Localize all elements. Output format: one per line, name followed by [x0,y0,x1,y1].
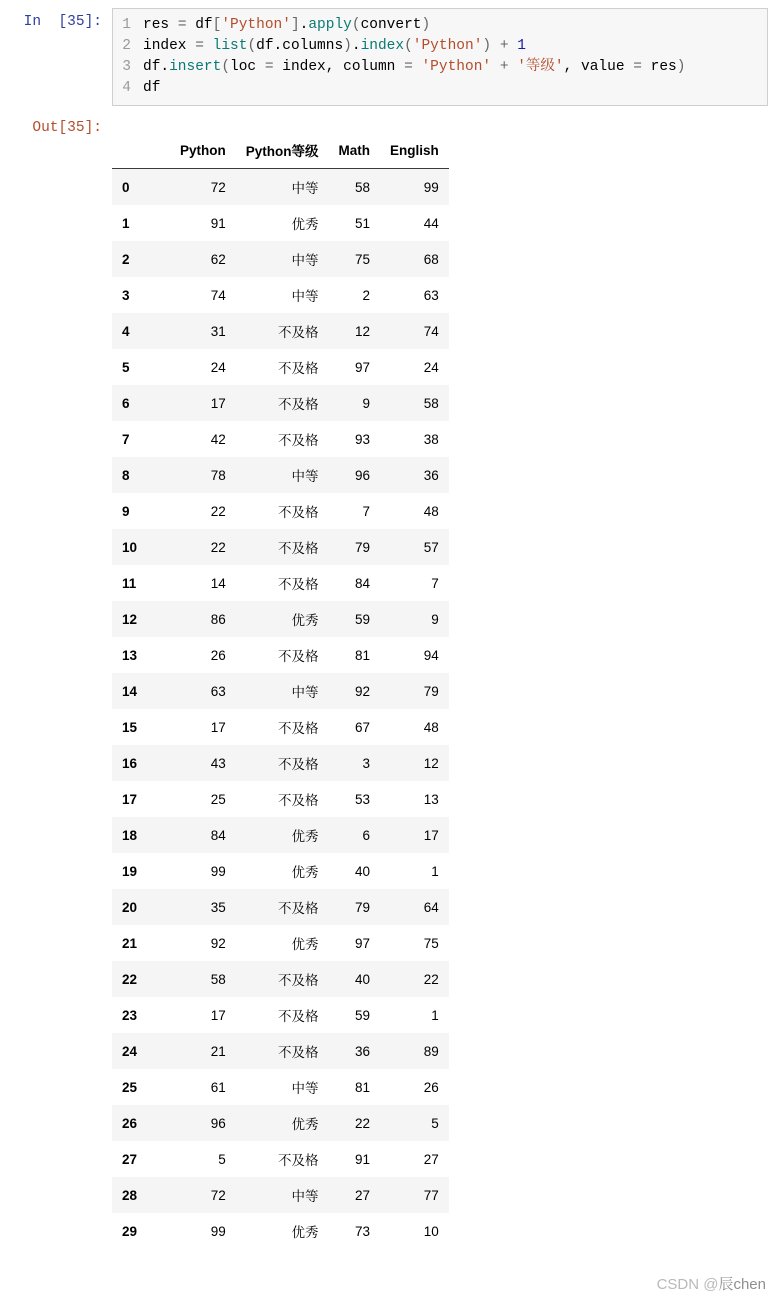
row-index: 14 [122,683,138,699]
column-header: Python [170,134,236,169]
table-cell: 43 [210,755,226,771]
table-cell: 79 [354,899,370,915]
table-cell: 36 [354,1043,370,1059]
line-number: 4 [122,80,131,96]
table-cell: 75 [423,935,439,951]
table-cell: 17 [210,719,226,735]
table-cell: 优秀 [291,1225,319,1240]
table-row [112,313,449,349]
table-cell: 97 [354,935,370,951]
table-cell: 不及格 [278,325,319,340]
table-cell: 13 [423,791,439,807]
table-cell: 59 [354,611,370,627]
column-header: Math [329,134,381,169]
table-row [112,1069,449,1105]
table-cell: 中等 [291,469,319,484]
code-line [113,78,767,99]
table-cell: 21 [210,1043,226,1059]
table-cell: 不及格 [278,433,319,448]
table-cell: 9 [362,395,370,411]
table-cell: 74 [210,287,226,303]
table-cell: 7 [362,503,370,519]
row-index: 12 [122,611,138,627]
table-row [112,1033,449,1069]
table-cell: 81 [354,1079,370,1095]
table-cell: 31 [210,323,226,339]
table-cell: 91 [210,215,226,231]
table-row [112,205,449,241]
notebook-input-cell [0,0,778,106]
table-cell: 44 [423,215,439,231]
row-index: 25 [122,1079,138,1095]
table-cell: 25 [210,791,226,807]
table-cell: 不及格 [278,361,319,376]
table-cell: 不及格 [278,757,319,772]
table-cell: 48 [423,503,439,519]
table-cell: 79 [354,539,370,555]
row-index: 19 [122,863,138,879]
line-number: 3 [122,59,131,75]
table-row [112,349,449,385]
row-index: 11 [122,575,137,591]
table-row [112,493,449,529]
table-row [112,565,449,601]
table-cell: 优秀 [291,829,319,844]
table-cell: 38 [423,431,439,447]
table-cell: 中等 [291,1081,319,1096]
table-cell: 79 [423,683,439,699]
table-cell: 中等 [291,289,319,304]
row-index: 4 [122,323,130,339]
table-cell: 51 [354,215,370,231]
table-row [112,457,449,493]
table-header-row [112,134,449,169]
table-cell: 优秀 [291,865,319,880]
table-row [112,1105,449,1141]
watermark-name: 辰chen [718,1276,766,1293]
row-index: 8 [122,467,130,483]
table-head [112,134,449,169]
table-cell: 中等 [291,685,319,700]
watermark [657,1273,766,1294]
table-cell: 优秀 [291,937,319,952]
table-cell: 14 [210,575,226,591]
table-row [112,709,449,745]
table-cell: 57 [423,539,439,555]
code-line [113,15,767,36]
row-index: 3 [122,287,130,303]
table-cell: 5 [431,1115,439,1131]
table-row [112,169,449,206]
code-text: df.insert(loc = index, column = 'Python' + '等级', value = res) [143,59,686,75]
table-row [112,421,449,457]
table-row [112,241,449,277]
table-cell: 10 [423,1223,439,1239]
table-cell: 73 [354,1223,370,1239]
table-cell: 不及格 [278,505,319,520]
table-cell: 不及格 [278,649,319,664]
code-line [113,36,767,57]
line-number: 1 [122,17,131,33]
table-cell: 84 [210,827,226,843]
table-cell: 中等 [291,181,319,196]
row-index: 0 [122,179,130,195]
table-cell: 40 [354,863,370,879]
table-cell: 92 [354,683,370,699]
table-cell: 不及格 [278,541,319,556]
row-index: 28 [122,1187,138,1203]
table-row [112,277,449,313]
table-cell: 27 [354,1187,370,1203]
table-cell: 7 [431,575,439,591]
table-cell: 93 [354,431,370,447]
table-row [112,673,449,709]
row-index: 23 [122,1007,138,1023]
table-cell: 81 [354,647,370,663]
table-cell: 优秀 [291,1117,319,1132]
table-cell: 62 [210,251,226,267]
table-cell: 48 [423,719,439,735]
table-cell: 99 [423,179,439,195]
row-index: 27 [122,1151,138,1167]
table-row [112,637,449,673]
row-index: 18 [122,827,138,843]
table-cell: 64 [423,899,439,915]
table-cell: 35 [210,899,226,915]
table-cell: 26 [423,1079,439,1095]
table-cell: 99 [210,863,226,879]
table-cell: 92 [210,935,226,951]
table-cell: 22 [210,539,226,555]
table-cell: 96 [354,467,370,483]
table-cell: 96 [210,1115,226,1131]
input-prompt-label: In [35]: [23,14,102,30]
table-cell: 99 [210,1223,226,1239]
column-header: English [380,134,449,169]
table-row [112,781,449,817]
table-row [112,385,449,421]
dataframe-table [112,134,449,1249]
row-index: 1 [122,215,130,231]
column-header-index [112,134,170,169]
row-index: 10 [122,539,138,555]
table-cell: 58 [423,395,439,411]
row-index: 26 [122,1115,138,1131]
row-index: 16 [122,755,138,771]
table-cell: 94 [423,647,439,663]
table-cell: 5 [218,1151,226,1167]
table-cell: 17 [423,827,439,843]
table-row [112,997,449,1033]
table-cell: 74 [423,323,439,339]
row-index: 2 [122,251,130,267]
watermark-prefix: CSDN @ [656,1276,719,1293]
table-cell: 不及格 [278,973,319,988]
notebook-output-cell [0,106,778,1249]
table-body [112,169,449,1250]
table-cell: 17 [210,395,226,411]
table-cell: 97 [354,359,370,375]
table-cell: 75 [354,251,370,267]
table-cell: 12 [423,755,439,771]
line-number: 2 [122,38,131,54]
table-cell: 72 [210,179,226,195]
table-cell: 1 [431,1007,439,1023]
table-row [112,745,449,781]
table-row [112,1177,449,1213]
row-index: 24 [122,1043,138,1059]
table-cell: 40 [354,971,370,987]
table-cell: 不及格 [278,1045,319,1060]
table-cell: 不及格 [278,901,319,916]
table-cell: 24 [210,359,226,375]
code-text: index = list(df.columns).index('Python') + 1 [143,38,526,54]
table-cell: 72 [210,1187,226,1203]
table-row [112,1141,449,1177]
table-row [112,529,449,565]
table-cell: 78 [210,467,226,483]
table-cell: 58 [210,971,226,987]
table-cell: 优秀 [291,613,319,628]
table-cell: 1 [431,863,439,879]
row-index: 13 [122,647,138,663]
row-index: 21 [122,935,138,951]
table-row [112,817,449,853]
table-row [112,853,449,889]
row-index: 9 [122,503,130,519]
table-cell: 9 [431,611,439,627]
code-editor[interactable] [112,8,768,106]
table-cell: 2 [362,287,370,303]
table-cell: 36 [423,467,439,483]
table-cell: 不及格 [278,1153,319,1168]
table-row [112,961,449,997]
table-cell: 不及格 [278,397,319,412]
table-cell: 不及格 [278,793,319,808]
row-index: 6 [122,395,130,411]
table-cell: 67 [354,719,370,735]
table-cell: 22 [210,503,226,519]
row-index: 22 [122,971,138,987]
table-row [112,925,449,961]
table-cell: 6 [362,827,370,843]
row-index: 29 [122,1223,138,1239]
row-index: 7 [122,431,130,447]
table-cell: 优秀 [291,217,319,232]
column-header: Python等级 [236,134,329,169]
table-cell: 53 [354,791,370,807]
table-row [112,1213,449,1249]
table-cell: 22 [423,971,439,987]
row-index: 5 [122,359,130,375]
table-cell: 59 [354,1007,370,1023]
table-cell: 63 [423,287,439,303]
table-cell: 84 [354,575,370,591]
table-row [112,889,449,925]
table-cell: 中等 [291,253,319,268]
table-cell: 中等 [291,1189,319,1204]
table-cell: 12 [354,323,370,339]
table-cell: 63 [210,683,226,699]
table-cell: 61 [210,1079,226,1095]
table-cell: 24 [423,359,439,375]
table-cell: 68 [423,251,439,267]
table-cell: 22 [354,1115,370,1131]
table-cell: 17 [210,1007,226,1023]
table-cell: 42 [210,431,226,447]
table-cell: 不及格 [278,721,319,736]
table-cell: 27 [423,1151,439,1167]
table-cell: 77 [423,1187,439,1203]
code-text: res = df['Python'].apply(convert) [143,17,431,33]
code-line [113,57,767,78]
table-cell: 58 [354,179,370,195]
output-prompt-label: Out[35]: [32,120,102,136]
table-cell: 不及格 [278,577,319,592]
dataframe-output [112,120,778,1249]
table-cell: 86 [210,611,226,627]
code-text: df [143,80,161,96]
table-cell: 89 [423,1043,439,1059]
row-index: 17 [122,791,138,807]
table-row [112,601,449,637]
row-index: 15 [122,719,138,735]
table-cell: 3 [362,755,370,771]
table-cell: 26 [210,647,226,663]
table-cell: 91 [354,1151,370,1167]
table-cell: 不及格 [278,1009,319,1024]
row-index: 20 [122,899,138,915]
